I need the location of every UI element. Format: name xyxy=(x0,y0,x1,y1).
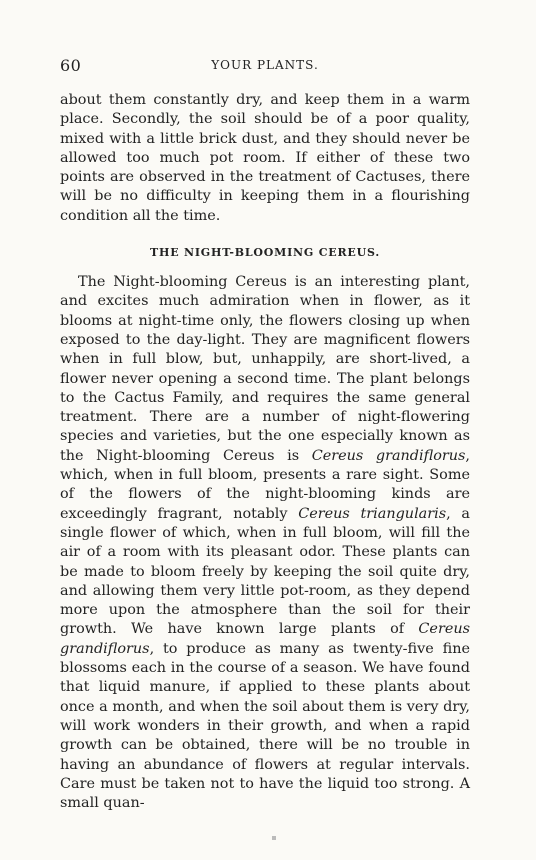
paragraph-cactus-care: about them constantly dry, and keep them in a warm place. Secondly, the soil should be of a poor quality, mixed with a little brick dust, and they should never be allowed too much pot room. If either of these two points are observed in the treatment of Cactuses, there will be no difficulty in keeping them in a flourishing condition all the time. xyxy=(60,92,470,224)
page-footer-mark xyxy=(272,836,276,840)
page-header xyxy=(60,56,470,76)
section-title: THE NIGHT-BLOOMING CEREUS. xyxy=(150,246,380,260)
running-head: YOUR PLANTS. xyxy=(211,58,319,72)
page-number: 60 xyxy=(60,56,82,75)
book-page xyxy=(60,56,470,813)
paragraph-night-blooming-cereus: The Night-blooming Cereus is an interesting plant, and excites much admiration when in flower, as it blooms at night-time only, the flowers closing up when exposed to the day-light. They are magnificent flowers when in full blow, but, unhappily, are short-lived, a flower never opening a second time. The plant belongs to the Cactus Family, and requires the same general treatment. There are a number of night-flowering species and varieties, but the one especially known as the Night-blooming Cereus is Cereus grandiflorus, which, when in full bloom, presents a rare sight. Some of the flowers of the night-blooming kinds are exceedingly fragrant, notably Cereus triangularis, a single flower of which, when in full bloom, will fill the air of a room with its pleasant odor. These plants can be made to bloom freely by keeping the soil quite dry, and allowing them very little pot-room, as they depend more upon the atmosphere than the soil for their growth. We have known large plants of Cereus grandiflorus, to produce as many as twenty-five fine blossoms each in the course of a season. We have found that liquid manure, if applied to these plants about once a month, and when the soil about them is very dry, will work wonders in their growth, and when a rapid growth can be obtained, there will be no trouble in having an abundance of flowers at regular intervals. Care must be taken not to have the liquid too strong. A small quan- xyxy=(60,274,471,812)
